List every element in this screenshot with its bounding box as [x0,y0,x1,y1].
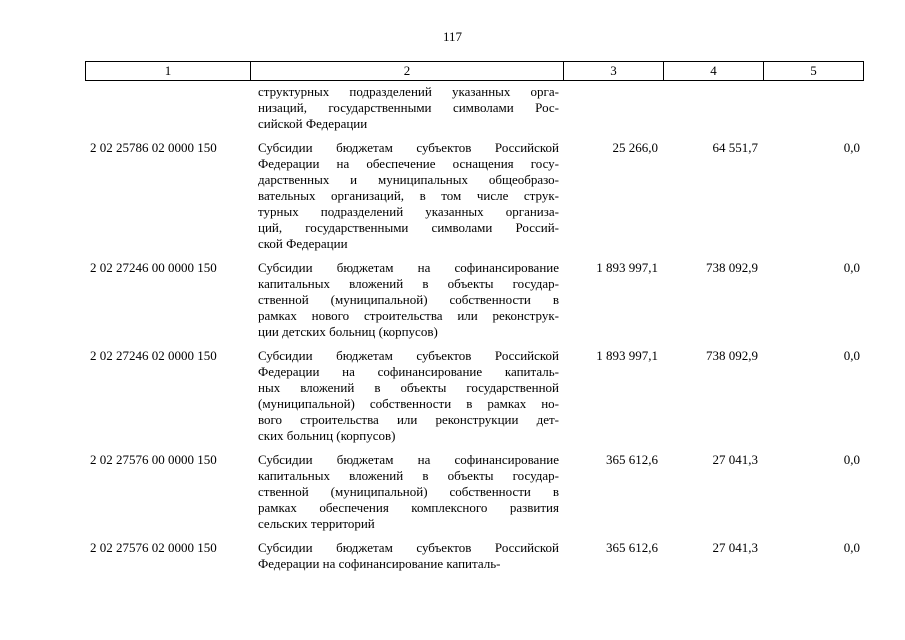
description-line: ских больниц (корпусов) [258,428,396,443]
amount-column-4: 738 092,9 [706,260,758,275]
row-description [258,540,559,572]
description-line: Субсидии бюджетам субъектов Российской [258,348,559,363]
description-line: Субсидии бюджетам субъектов Российской [258,140,559,155]
budget-code: 2 02 27576 00 0000 150 [90,452,217,467]
amount-column-3: 25 266,0 [612,140,658,155]
budget-code: 2 02 27576 02 0000 150 [90,540,217,555]
description-line: дарственных и муниципальных общеобразо- [258,172,559,187]
table-row [85,452,864,532]
description-line: ственной (муниципальной) собственности в [258,292,559,307]
description-line: вательных организаций, в том числе струк- [258,188,559,203]
amount-column-5: 0,0 [843,260,860,275]
description-line: вого строительства или реконструкции дет- [258,412,559,427]
amount-column-5: 0,0 [843,140,860,155]
description-line: сийской Федерации [258,116,368,131]
description-line: сельских территорий [258,516,375,531]
description-line: турных подразделений указанных организа- [258,204,559,219]
description-line: Федерации на софинансирование капиталь- [258,364,559,379]
description-line: низаций, государственными символами Рос- [258,100,559,115]
budget-code: 2 02 27246 00 0000 150 [90,260,217,275]
description-line: ственной (муниципальной) собственности в [258,484,559,499]
budget-code: 2 02 27246 02 0000 150 [90,348,217,363]
amount-column-3: 365 612,6 [606,540,658,555]
column-header-1: 1 [86,62,251,80]
table-header [85,61,864,81]
table-row [85,348,864,444]
description-line: ных вложений в объекты государственной [258,380,559,395]
amount-column-4: 738 092,9 [706,348,758,363]
row-description [258,84,559,132]
column-header-3: 3 [564,62,664,80]
description-line: Федерации на софинансирование капиталь- [258,556,501,571]
description-line: структурных подразделений указанных орга- [258,84,559,99]
description-line: рамках нового строительства или реконструк- [258,308,559,323]
description-line: рамках обеспечения комплексного развития [258,500,559,515]
amount-column-4: 27 041,3 [712,540,758,555]
amount-column-5: 0,0 [843,452,860,467]
amount-column-5: 0,0 [843,348,860,363]
description-line: Субсидии бюджетам на софинансирование [258,452,559,467]
table-row [85,540,864,572]
description-line: Субсидии бюджетам субъектов Российской [258,540,559,555]
description-line: ции детских больниц (корпусов) [258,324,438,339]
description-line: (муниципальной) собственности в рамках но- [258,396,559,411]
amount-column-4: 64 551,7 [712,140,758,155]
column-header-2: 2 [251,62,564,80]
description-line: капитальных вложений в объекты государ- [258,276,559,291]
column-header-4: 4 [664,62,764,80]
description-line: ций, государственными символами Россий- [258,220,559,235]
budget-code: 2 02 25786 02 0000 150 [90,140,217,155]
row-description [258,452,559,532]
amount-column-4: 27 041,3 [712,452,758,467]
row-description [258,140,559,252]
amount-column-3: 365 612,6 [606,452,658,467]
table-row [85,84,864,132]
description-line: Субсидии бюджетам на софинансирование [258,260,559,275]
description-line: капитальных вложений в объекты государ- [258,468,559,483]
row-description [258,348,559,444]
amount-column-5: 0,0 [843,540,860,555]
column-header-5: 5 [810,63,817,78]
table-row [85,260,864,340]
description-line: Федерации на обеспечение оснащения госу- [258,156,559,171]
row-description [258,260,559,340]
amount-column-3: 1 893 997,1 [596,260,658,275]
description-line: ской Федерации [258,236,348,251]
table-body [85,84,864,580]
amount-column-3: 1 893 997,1 [596,348,658,363]
page-number: 117 [442,29,463,44]
table-row [85,140,864,252]
